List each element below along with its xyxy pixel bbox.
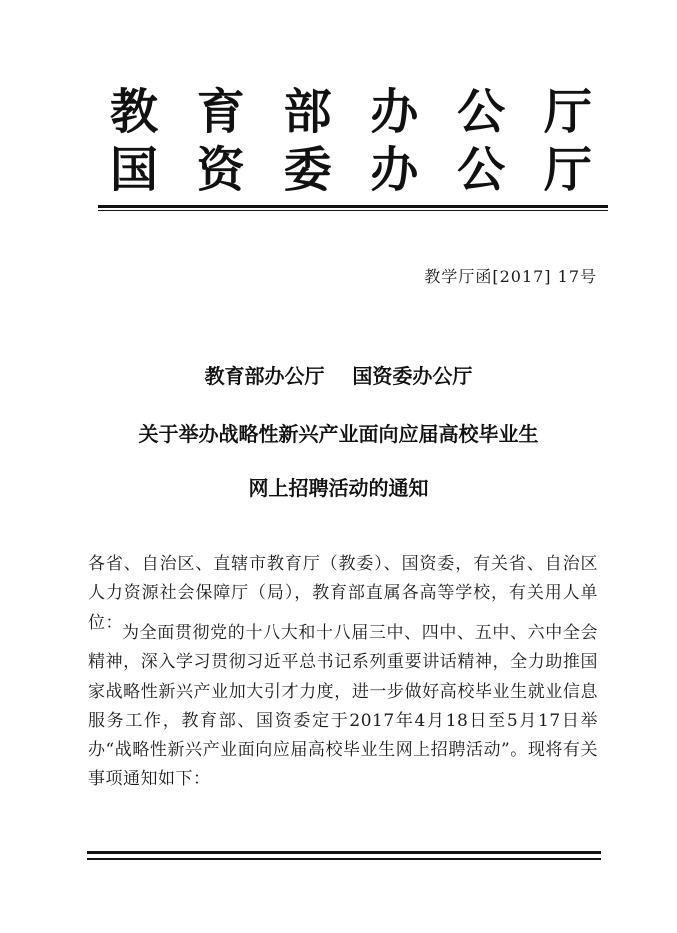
issuer-header-line-1 — [106, 84, 596, 140]
footer-divider — [87, 851, 601, 860]
header-char: 公 — [457, 84, 506, 140]
header-divider — [98, 205, 608, 211]
header-char: 厅 — [543, 84, 592, 140]
header-char: 资 — [196, 142, 245, 198]
title-issuers: 教育部办公厅 国资委办公厅 — [204, 364, 473, 388]
header-char: 办 — [370, 84, 419, 140]
issuer-header-line-2 — [106, 142, 596, 198]
title-subject-line-2: 网上招聘活动的通知 — [248, 476, 429, 500]
header-char: 教 — [109, 84, 158, 140]
addressee-paragraph: 各省、自治区、直辖市教育厅（教委）、国资委，有关省、自治区人力资源社会保障厅（局），教育部直属各高等学校，有关用人单位： — [88, 554, 598, 633]
header-char: 国 — [109, 142, 158, 198]
header-char: 公 — [457, 142, 506, 198]
header-char: 部 — [283, 84, 332, 140]
header-char: 委 — [283, 142, 332, 198]
header-char: 厅 — [543, 142, 592, 198]
header-char: 育 — [196, 84, 245, 140]
body-paragraph: 为全面贯彻党的十八大和十八届三中、四中、五中、六中全会精神，深入学习贯彻习近平总书记系列重要讲话精神，全力助推国家战略性新兴产业加大引才力度，进一步做好高校毕业生就业信息服务工作，教育部、国资委定于2017年4月18日至5月17日举办“战略性新兴产业面向应届高校毕业生网上招聘活动”。现将有关事项通知如下： — [88, 623, 598, 790]
document-number: 教学厅函[2017] 17号 — [424, 267, 597, 286]
title-subject-line-1: 关于举办战略性新兴产业面向应届高校毕业生 — [138, 422, 539, 446]
header-char: 办 — [370, 142, 419, 198]
